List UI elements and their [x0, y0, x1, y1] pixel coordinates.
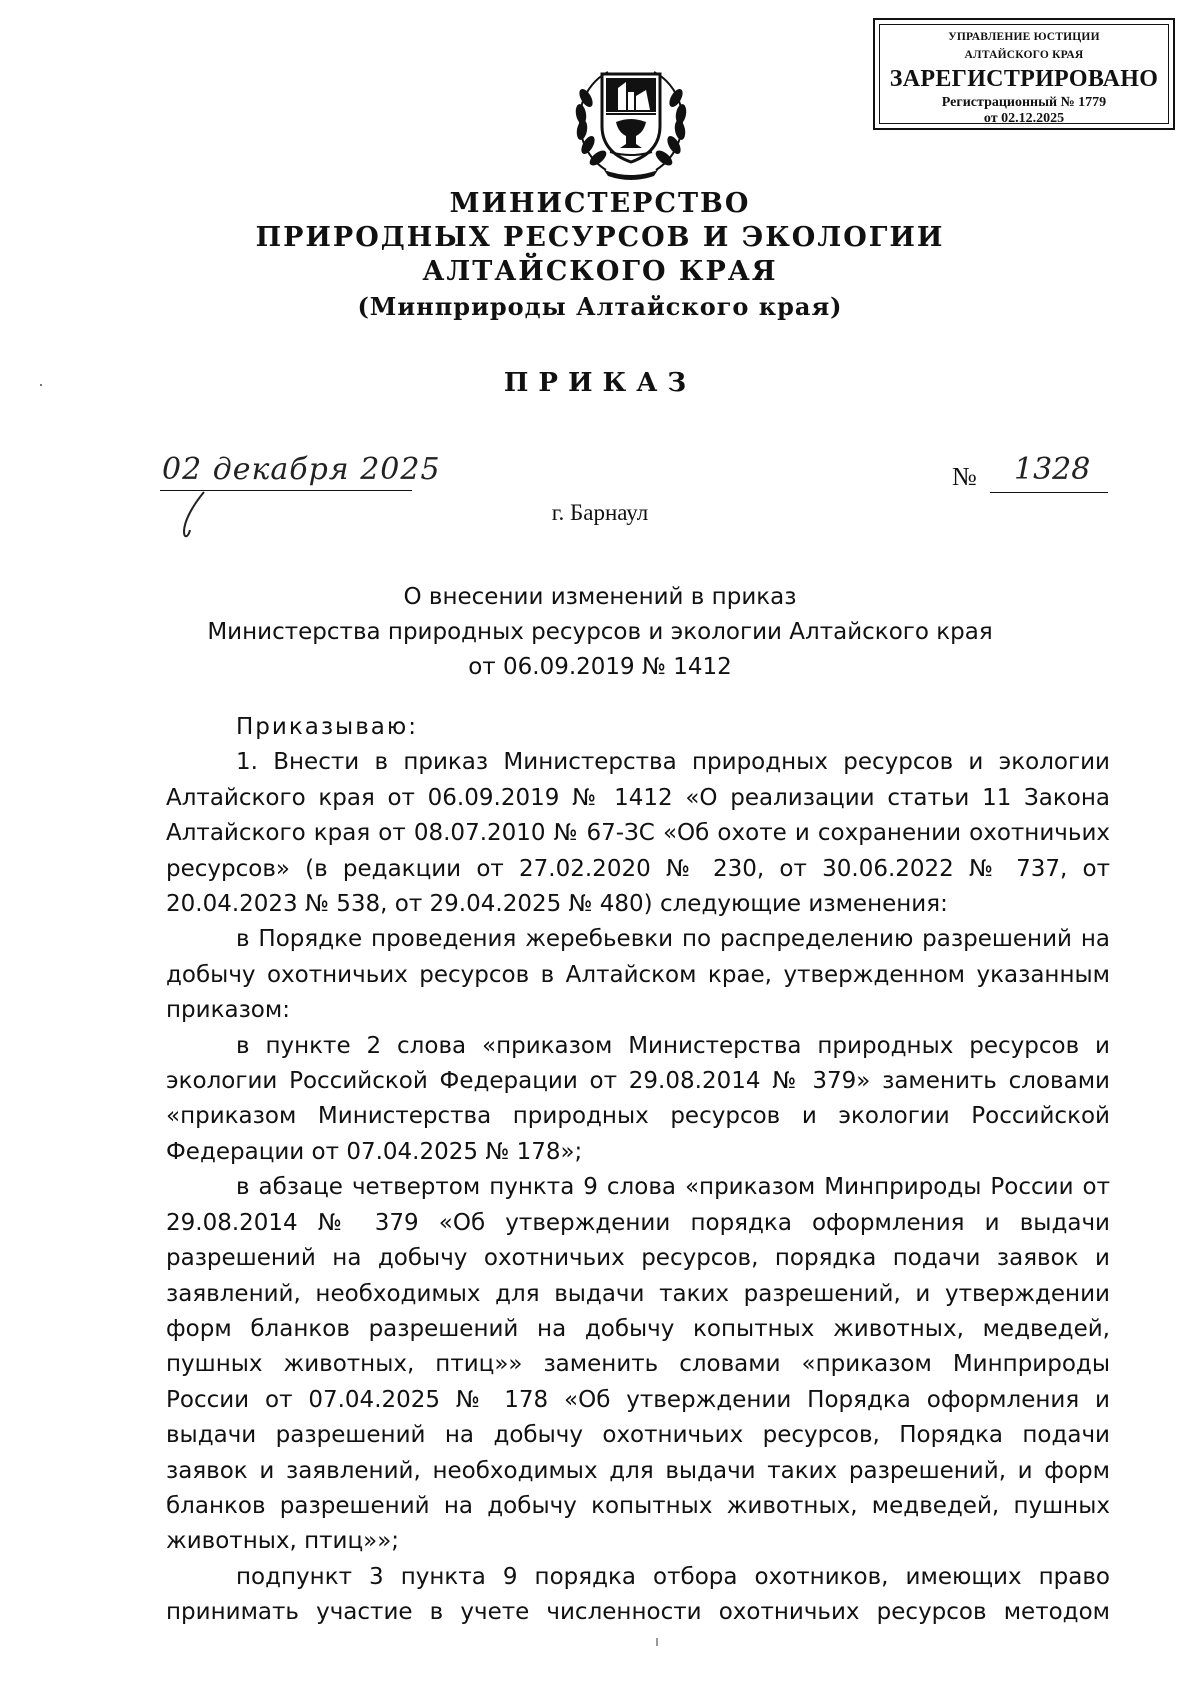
stamp-reg-number: Регистрационный № 1779	[941, 95, 1107, 110]
ministry-title-line1: МИНИСТЕРСТВО	[449, 188, 751, 219]
order-subject	[150, 580, 1050, 685]
stamp-org-line1: УПРАВЛЕНИЕ ЮСТИЦИИ	[948, 31, 1100, 43]
stamp-org-line2: АЛТАЙСКОГО КРАЯ	[964, 49, 1084, 61]
ministry-title-line2: ПРИРОДНЫХ РЕСУРСОВ И ЭКОЛОГИИ	[255, 222, 945, 253]
subject-line2: Министерства природных ресурсов и экологии Алтайского края	[207, 619, 993, 645]
handwritten-date: 02 декабря 2025	[162, 452, 441, 487]
paragraph-5: подпункт 3 пункта 9 порядка отбора охотников, имеющих право принимать участие в учете численности охотничьих ресурсов методом	[166, 1563, 1110, 1626]
handwritten-number: 1328	[1014, 452, 1091, 487]
coat-of-arms-icon	[566, 52, 696, 182]
order-body	[166, 710, 1110, 1631]
order-word: Приказываю:	[236, 714, 418, 740]
ministry-short-name: (Минприроды Алтайского края)	[357, 292, 843, 321]
paragraph-4: в абзаце четвертом пункта 9 слова «приказом Минприроды России от 29.08.2014 № 379 «Об утверждении порядка оформления и выдачи разрешений на добычу охотничьих ресурсов, порядка подачи заявок и заявлений, необходимых для выдачи таких разрешений, и утверждении форм бланков разрешений на добычу копытных животных, медведей, пушных животных, птиц»» заменить словами «приказом Минприроды России от 07.04.2025 № 178 «Об утверждении Порядка оформления и выдачи разрешений на добычу охотничьих ресурсов, Порядка подачи заявок и заявлений, необходимых для выдачи таких разрешений, и форм бланков разрешений на добычу копытных животных, медведей, пушных животных, птиц»»;	[166, 1174, 1110, 1555]
document-type: ПРИКАЗ	[503, 368, 697, 398]
number-underline	[990, 492, 1108, 493]
paragraph-1: 1. Внести в приказ Министерства природных ресурсов и экологии Алтайского края от 06.09.2019 № 1412 «О реализации статьи 11 Закона Алтайского края от 08.07.2010 № 67-ЗС «Об охоте и сохранении охотничьих ресурсов» (в редакции от 27.02.2020 № 230, от 30.06.2022 № 737, от 20.04.2023 № 538, от 29.04.2025 № 480) следующие изменения:	[166, 749, 1110, 918]
stamp-reg-date: от 02.12.2025	[983, 111, 1065, 126]
number-sign: №	[952, 462, 977, 491]
ministry-title-line3: АЛТАЙСКОГО КРАЯ	[422, 256, 778, 287]
registration-stamp	[873, 18, 1175, 130]
subject-line1: О внесении изменений в приказ	[403, 584, 797, 610]
city: г. Барнаул	[551, 500, 649, 525]
subject-line3: от 06.09.2019 № 1412	[468, 654, 732, 680]
scan-speck-bottom	[656, 1638, 658, 1646]
paragraph-2: в Порядке проведения жеребьевки по распределению разрешений на добычу охотничьих ресурсов в Алтайском крае, утвержденном указанным приказом:	[166, 926, 1110, 1024]
scan-speck	[40, 384, 42, 386]
stamp-status: ЗАРЕГИСТРИРОВАНО	[889, 66, 1159, 92]
paragraph-3: в пункте 2 слова «приказом Министерства природных ресурсов и экологии Российской Федерации от 29.08.2014 № 379» заменить словами «приказом Министерства природных ресурсов и экологии Российской Федерации от 07.04.2025 № 178»;	[166, 1032, 1110, 1165]
